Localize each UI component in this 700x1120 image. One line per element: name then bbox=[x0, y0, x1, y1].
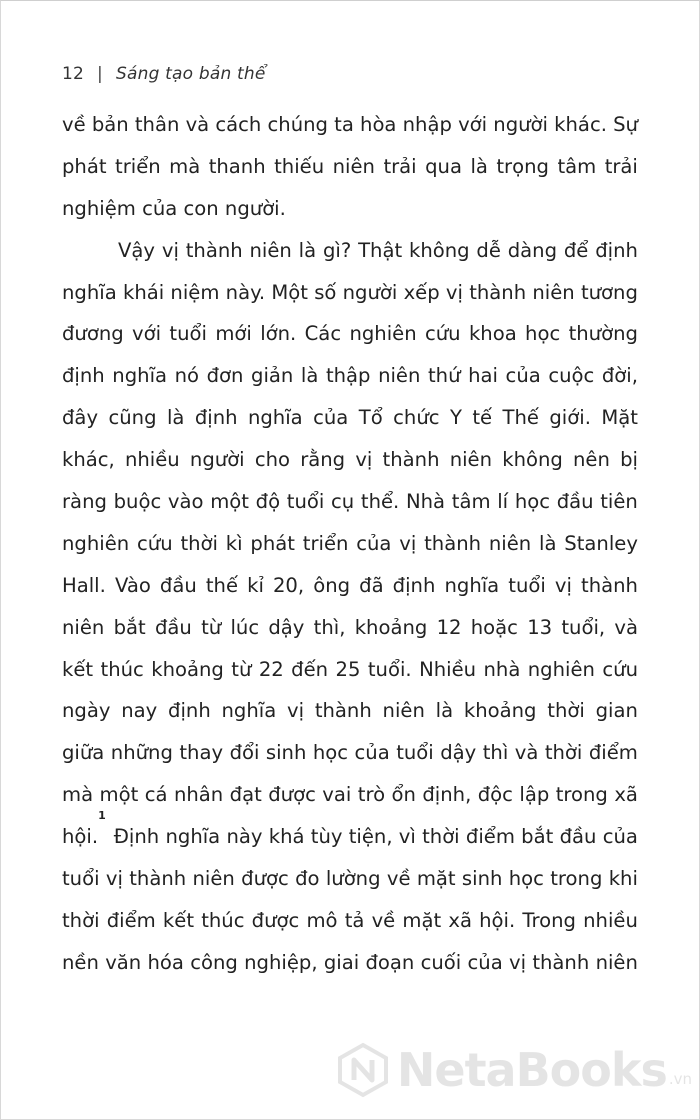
word: cũng bbox=[108, 406, 157, 430]
word: 20, bbox=[272, 573, 305, 597]
word: niệm bbox=[170, 280, 220, 304]
word: niên bbox=[192, 867, 235, 891]
word: nghĩa bbox=[247, 406, 303, 430]
word: khá bbox=[268, 825, 305, 849]
page-number: 12 bbox=[62, 64, 85, 84]
word: bị bbox=[620, 448, 638, 472]
word: Nhà bbox=[405, 490, 446, 514]
word: từ bbox=[231, 657, 252, 681]
word: về bbox=[386, 867, 411, 891]
word: thập bbox=[325, 364, 371, 388]
word bbox=[62, 809, 160, 858]
word: thì, bbox=[313, 615, 346, 639]
word: dậy bbox=[268, 615, 305, 639]
word: đã bbox=[359, 573, 384, 597]
word: giai bbox=[323, 950, 360, 974]
word: nhiều bbox=[583, 908, 638, 932]
word: khoảng bbox=[151, 657, 224, 681]
word: cho bbox=[254, 448, 291, 472]
word: trải bbox=[604, 154, 638, 178]
word: bắt bbox=[521, 825, 554, 849]
word: một bbox=[210, 490, 249, 514]
word: khác. bbox=[554, 113, 607, 136]
word: mô bbox=[306, 908, 338, 932]
word: giới. bbox=[549, 406, 591, 430]
word: 22 bbox=[258, 657, 284, 681]
word: hoặc bbox=[470, 615, 518, 639]
word: Vào bbox=[114, 573, 151, 597]
word: tiện, bbox=[348, 825, 393, 849]
word: thời bbox=[547, 699, 585, 723]
word: gì? bbox=[322, 238, 352, 262]
word: nghiệp, bbox=[244, 950, 318, 974]
word: tuổi bbox=[62, 867, 100, 891]
word: thúc bbox=[201, 908, 245, 932]
word: dễ bbox=[476, 238, 501, 262]
word: thời bbox=[180, 531, 218, 555]
word: tế bbox=[472, 406, 493, 430]
word: dàng bbox=[507, 238, 558, 262]
word: xã bbox=[614, 783, 638, 807]
word: Sự bbox=[613, 113, 638, 136]
word: đầu bbox=[559, 825, 597, 849]
word: công bbox=[190, 950, 238, 974]
word: nghĩa bbox=[444, 573, 500, 597]
word: người bbox=[189, 448, 245, 472]
word: định, bbox=[422, 783, 472, 807]
word: lập bbox=[519, 783, 550, 807]
word: qua bbox=[425, 154, 462, 178]
word: thành bbox=[581, 573, 638, 597]
word: tuổi bbox=[169, 322, 207, 346]
word: này. bbox=[225, 280, 266, 304]
word: tùy bbox=[310, 825, 343, 849]
word: niên bbox=[332, 154, 375, 178]
word: không bbox=[502, 448, 563, 472]
word: nghĩa bbox=[112, 364, 168, 388]
word: đầu bbox=[556, 490, 594, 514]
word: xã bbox=[448, 908, 472, 932]
word: này bbox=[226, 825, 263, 849]
word: kỉ bbox=[247, 573, 264, 597]
word: ổn bbox=[391, 783, 416, 807]
word: vị bbox=[105, 867, 123, 891]
word: những bbox=[110, 741, 173, 765]
word: giản bbox=[251, 364, 294, 388]
word: lớn. bbox=[260, 322, 297, 346]
text-line bbox=[62, 732, 638, 774]
word: niên bbox=[62, 615, 105, 639]
word: tâm bbox=[451, 490, 491, 514]
word: thường bbox=[568, 322, 638, 346]
word: là bbox=[435, 699, 454, 723]
word: mới bbox=[215, 322, 252, 346]
word: Thế bbox=[502, 406, 539, 430]
word: thứ bbox=[427, 364, 461, 388]
text-line bbox=[62, 690, 638, 732]
word: điểm bbox=[465, 825, 515, 849]
text-line bbox=[62, 272, 638, 314]
word: nhân bbox=[173, 783, 224, 807]
word: thành bbox=[469, 280, 527, 304]
netabooks-logo-icon bbox=[335, 1042, 391, 1098]
word: khoa bbox=[468, 322, 517, 346]
word: vị bbox=[161, 238, 179, 262]
word: của bbox=[354, 741, 390, 765]
word: của bbox=[313, 406, 349, 430]
text-line bbox=[62, 188, 638, 230]
body-text bbox=[62, 104, 638, 984]
text-line-with-footnote bbox=[62, 809, 638, 858]
word: lúc bbox=[230, 615, 260, 639]
word: với bbox=[458, 113, 488, 136]
word: thế bbox=[205, 573, 239, 597]
word: vị bbox=[554, 573, 572, 597]
word: Vậy bbox=[118, 238, 156, 262]
word: buộc bbox=[113, 490, 162, 514]
word: cứu bbox=[424, 322, 461, 346]
word: nghĩa bbox=[165, 825, 221, 849]
word: khi bbox=[608, 867, 638, 891]
word: được bbox=[268, 783, 316, 807]
word: vào bbox=[167, 490, 204, 514]
watermark-suffix: .vn bbox=[668, 1070, 692, 1088]
word: sinh bbox=[461, 867, 503, 891]
header-separator: | bbox=[97, 64, 103, 84]
word: cá bbox=[144, 783, 168, 807]
word: tiên bbox=[600, 490, 638, 514]
word: học bbox=[508, 867, 544, 891]
word: chức bbox=[393, 406, 440, 430]
word: gian bbox=[595, 699, 638, 723]
footnote-line-start: hội. bbox=[62, 825, 99, 849]
word: cứu bbox=[602, 657, 638, 681]
word: hòa bbox=[360, 113, 397, 136]
chapter-title: Sáng tạo bản thể bbox=[115, 64, 266, 84]
word: niên bbox=[532, 280, 575, 304]
word: nhà bbox=[483, 657, 521, 681]
word: đổi bbox=[229, 741, 260, 765]
word: một bbox=[99, 783, 139, 807]
word: Hall. bbox=[62, 573, 106, 597]
word: không bbox=[408, 238, 470, 262]
word: thân bbox=[134, 113, 180, 136]
word: nên bbox=[573, 448, 610, 472]
word: nghĩa bbox=[221, 699, 277, 723]
word: 12 bbox=[436, 615, 462, 639]
word: Các bbox=[304, 322, 342, 346]
word: nghiên bbox=[527, 657, 595, 681]
word: nghĩa bbox=[62, 280, 117, 304]
word: nhiều bbox=[124, 448, 180, 472]
word: là bbox=[539, 531, 557, 555]
word: người bbox=[342, 280, 398, 304]
text-line bbox=[62, 355, 638, 397]
word: rằng bbox=[300, 448, 346, 472]
word: cuối bbox=[420, 950, 462, 974]
word: hội. bbox=[479, 908, 516, 932]
word: Mặt bbox=[601, 406, 638, 430]
word: 13 bbox=[527, 615, 553, 639]
word: đây bbox=[62, 406, 99, 430]
word: thành bbox=[532, 950, 590, 974]
word: từ bbox=[201, 615, 222, 639]
word: kết bbox=[162, 908, 195, 932]
word: điểm bbox=[106, 908, 156, 932]
text-line bbox=[62, 942, 638, 984]
word: phát bbox=[62, 154, 107, 178]
word: học bbox=[525, 322, 561, 346]
word: tuổi bbox=[396, 741, 434, 765]
text-line bbox=[62, 104, 638, 146]
word: thúc bbox=[100, 657, 144, 681]
word: đầu bbox=[154, 615, 192, 639]
text-line bbox=[62, 146, 638, 188]
word: đo bbox=[295, 867, 320, 891]
word: tuổi, bbox=[561, 615, 606, 639]
word: tuổi bbox=[286, 490, 325, 514]
word: cứu bbox=[137, 531, 173, 555]
word: phát bbox=[250, 531, 295, 555]
word: vai bbox=[322, 783, 352, 807]
word: thời bbox=[422, 825, 460, 849]
word: định bbox=[194, 406, 238, 430]
word: tuổi. bbox=[367, 657, 412, 681]
word: hóa bbox=[147, 950, 184, 974]
word: khoảng bbox=[354, 615, 428, 639]
word: về bbox=[62, 113, 86, 136]
word: Một bbox=[271, 280, 308, 304]
text-line bbox=[62, 649, 638, 691]
word: mà bbox=[62, 783, 94, 807]
word: 25 bbox=[335, 657, 361, 681]
word: đầu bbox=[159, 573, 197, 597]
word: đạt bbox=[229, 783, 262, 807]
word: vị bbox=[509, 950, 527, 974]
word: thời bbox=[544, 741, 583, 765]
word: mà bbox=[169, 154, 201, 178]
word: vị bbox=[355, 448, 373, 472]
word: và bbox=[514, 741, 539, 765]
word: niên bbox=[488, 531, 532, 555]
word: thiếu bbox=[274, 154, 325, 178]
word: trọng bbox=[496, 154, 549, 178]
word: vì bbox=[398, 825, 416, 849]
word: nghiên bbox=[349, 322, 417, 346]
word: thể. bbox=[360, 490, 400, 514]
word: bản bbox=[91, 113, 129, 136]
word: cụ bbox=[331, 490, 355, 514]
word: lí bbox=[497, 490, 509, 514]
word: xếp bbox=[403, 280, 440, 304]
word: ta bbox=[334, 113, 354, 136]
text-line bbox=[62, 900, 638, 942]
word: thời bbox=[62, 908, 100, 932]
text-line bbox=[62, 523, 638, 565]
watermark bbox=[335, 1042, 692, 1098]
footnote-line-rest: Định bbox=[113, 825, 160, 849]
word: tả bbox=[344, 908, 365, 932]
word: tuổi bbox=[508, 573, 546, 597]
word: của bbox=[602, 825, 638, 849]
word: thành bbox=[424, 531, 482, 555]
word: triển bbox=[302, 531, 349, 555]
word: là bbox=[470, 154, 488, 178]
word: nhập bbox=[402, 113, 452, 136]
word: khái bbox=[122, 280, 165, 304]
text-line bbox=[62, 397, 638, 439]
word: ràng bbox=[62, 490, 107, 514]
footnote-marker[interactable]: 1 bbox=[98, 809, 106, 823]
word: thành bbox=[382, 448, 440, 472]
word: được bbox=[251, 908, 300, 932]
word: giữa bbox=[62, 741, 105, 765]
word: chúng bbox=[267, 113, 328, 136]
word: của bbox=[505, 364, 541, 388]
word: cuộc bbox=[548, 364, 595, 388]
word: trò bbox=[357, 783, 386, 807]
word: niên bbox=[382, 699, 425, 723]
word: với bbox=[132, 322, 162, 346]
word: là bbox=[300, 364, 319, 388]
word: Nhiều bbox=[419, 657, 477, 681]
word: Tổ bbox=[358, 406, 383, 430]
word: niên bbox=[449, 448, 493, 472]
word: trong bbox=[555, 783, 608, 807]
word: định bbox=[392, 573, 436, 597]
text-line bbox=[62, 230, 638, 272]
word: lường bbox=[325, 867, 381, 891]
word: nền bbox=[62, 950, 99, 974]
text-line bbox=[62, 481, 638, 523]
word: học bbox=[514, 490, 550, 514]
word: đương bbox=[62, 322, 124, 346]
text-line bbox=[62, 774, 638, 816]
word: mặt bbox=[416, 867, 456, 891]
text-line bbox=[62, 858, 638, 900]
word: là bbox=[166, 406, 185, 430]
word: về bbox=[371, 908, 396, 932]
word: niên bbox=[378, 364, 421, 388]
word: của bbox=[467, 950, 503, 974]
word: triển bbox=[115, 154, 161, 178]
word: cách bbox=[215, 113, 262, 136]
line-text: nghiệm của con người. bbox=[62, 196, 286, 220]
word: thành bbox=[129, 867, 187, 891]
word: tâm bbox=[557, 154, 597, 178]
word: hai bbox=[468, 364, 498, 388]
word: vị bbox=[287, 699, 305, 723]
word: người bbox=[493, 113, 548, 136]
word: để bbox=[563, 238, 589, 262]
word: và bbox=[185, 113, 210, 136]
word: định bbox=[62, 364, 105, 388]
word: thay bbox=[179, 741, 224, 765]
running-header bbox=[62, 64, 266, 84]
word: trải bbox=[383, 154, 417, 178]
word: bắt bbox=[113, 615, 146, 639]
word: ông bbox=[313, 573, 351, 597]
word: thành bbox=[314, 699, 372, 723]
word: khác, bbox=[62, 448, 115, 472]
text-line bbox=[62, 607, 638, 649]
word: kì bbox=[225, 531, 243, 555]
word: Y bbox=[449, 406, 462, 430]
word: kết bbox=[62, 657, 94, 681]
text-line bbox=[62, 439, 638, 481]
word: điểm bbox=[588, 741, 638, 765]
word: thanh bbox=[208, 154, 266, 178]
word: học bbox=[312, 741, 349, 765]
word: của bbox=[356, 531, 392, 555]
word: nay bbox=[121, 699, 158, 723]
text-line bbox=[62, 565, 638, 607]
word: và bbox=[614, 615, 638, 639]
word: Trong bbox=[522, 908, 576, 932]
watermark-brand: NetaBooks bbox=[396, 1043, 667, 1097]
word: thì bbox=[482, 741, 509, 765]
word: định bbox=[595, 238, 638, 262]
word: niên bbox=[249, 238, 292, 262]
word: số bbox=[314, 280, 337, 304]
word: Stanley bbox=[564, 531, 638, 555]
word: nghiên bbox=[62, 531, 130, 555]
word: khoảng bbox=[463, 699, 537, 723]
word: nó bbox=[174, 364, 200, 388]
word: đoạn bbox=[365, 950, 415, 974]
word: độc bbox=[477, 783, 513, 807]
word: là bbox=[298, 238, 317, 262]
word: văn bbox=[105, 950, 142, 974]
text-line bbox=[62, 313, 638, 355]
word: mặt bbox=[402, 908, 442, 932]
word: Thật bbox=[358, 238, 403, 262]
word: đến bbox=[291, 657, 329, 681]
word: ngày bbox=[62, 699, 111, 723]
word: đơn bbox=[206, 364, 244, 388]
word: định bbox=[168, 699, 211, 723]
word: độ bbox=[255, 490, 281, 514]
word: niên bbox=[595, 950, 638, 974]
word: đời, bbox=[601, 364, 638, 388]
word: thành bbox=[185, 238, 243, 262]
word: tương bbox=[580, 280, 638, 304]
word: vị bbox=[445, 280, 463, 304]
word: sinh bbox=[265, 741, 307, 765]
word: trong bbox=[550, 867, 603, 891]
word: được bbox=[241, 867, 289, 891]
word: vị bbox=[399, 531, 417, 555]
word: dậy bbox=[440, 741, 477, 765]
